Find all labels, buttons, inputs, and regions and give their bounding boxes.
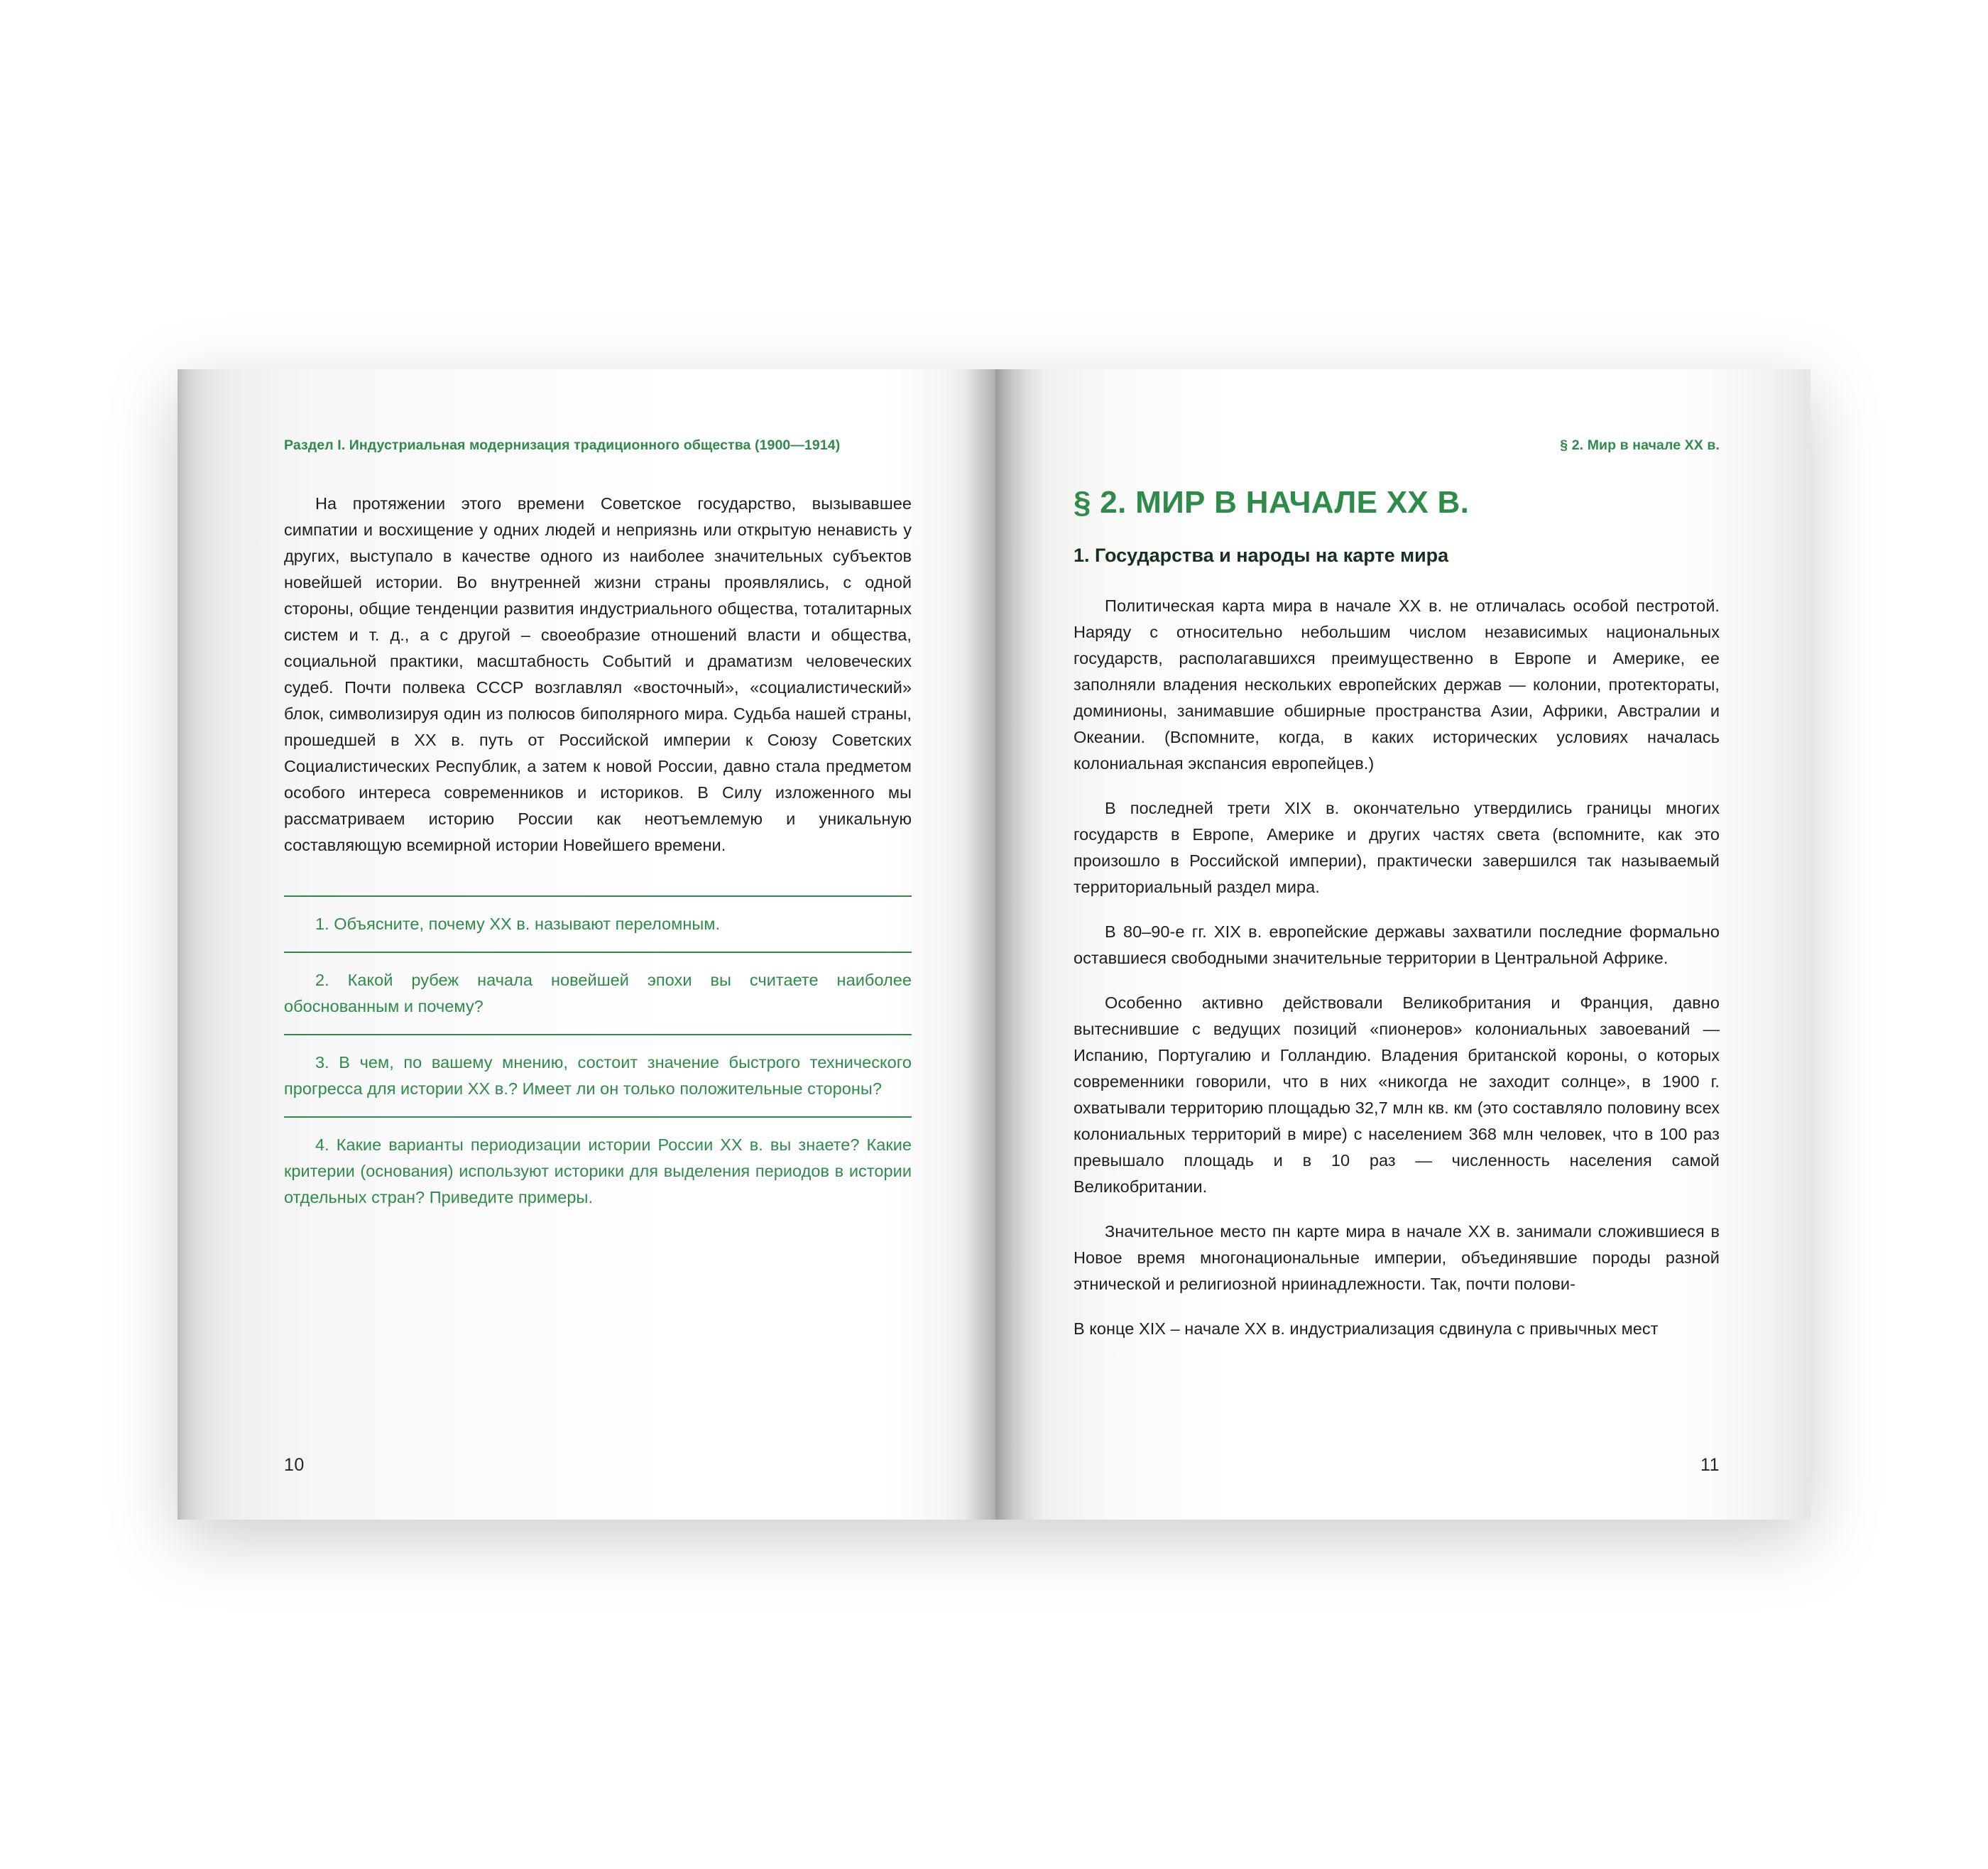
right-body-text xyxy=(1074,593,1720,1342)
left-running-head: Раздел I. Индустриальная модернизация традиционного общества (1900—1914) xyxy=(284,437,841,453)
right-page xyxy=(995,369,1810,1520)
question-text: 3. В чем, по вашему мнению, состоит значение быстрого технического прогресса для истории ХХ в.? Имеет ли он только положительные стороны? xyxy=(284,1053,912,1098)
question-item xyxy=(284,952,912,1034)
question-item xyxy=(284,1116,912,1225)
question-text: 1. Объясните, почему ХХ в. называют переломным. xyxy=(315,915,721,933)
page-number-left: 10 xyxy=(284,1455,305,1475)
questions-list xyxy=(284,895,912,1225)
question-text: 4. Какие варианты периодизации истории России ХХ в. вы знаете? Какие критерии (основания) используют историки для выделения периодов в истории отдельных стран? Приведите примеры. xyxy=(284,1135,912,1206)
paragraph: Особенно активно действовали Великобритания и Франция, давно вытеснившие с ведущих позиций «пионеров» колониальных завоеваний — Испанию, Португалию и Голландию. Владения британской короны, о которых современники говорили, что в них «никогда не заходит солнце», в 1900 г. охватывали территорию площадью 32,7 млн кв. км (это составляло половину всех колониальных территорий в мире) с населением 368 млн человек, что в 100 раз превышало площадь и в 10 раз — численность населения самой Великобритании. xyxy=(1074,993,1720,1196)
right-running-head: § 2. Мир в начале ХХ в. xyxy=(1560,437,1720,453)
paragraph: В последней трети XIX в. окончательно утвердились границы многих государств в Европе, Америке и других частях света (вспомните, как это произошло в Российской империи), практически завершился так называемый территориальный раздел мира. xyxy=(1074,798,1720,896)
paragraph: Значительное место пн карте мира в начале ХХ в. занимали сложившиеся в Новое время многонациональные империи, объединявшие породы разной этнической и религиозной нриинадлежности. Так, почти полови- xyxy=(1074,1221,1720,1293)
question-text: 2. Какой рубеж начала новейшей эпохи вы считаете наиболее обоснованным и почему? xyxy=(284,971,912,1015)
question-item xyxy=(284,1034,912,1116)
book-spread xyxy=(178,369,1810,1520)
paragraph: Политическая карта мира в начале ХХ в. не отличалась особой пестротой. Наряду с относительно небольшим числом независимых национальных государств, располагавшихся преимущественно в Европе и Америке, ее заполняли владения нескольких европейских держав — колонии, протектораты, доминионы, занимавшие обширные пространства Азии, Африки, Австралии и Океании. (Вспомните, когда, в каких исторических условиях началась колониальная экспансия европейцев.) xyxy=(1074,596,1720,773)
question-item xyxy=(284,895,912,952)
page-title: § 2. МИР В НАЧАЛЕ ХХ В. xyxy=(1074,485,1470,520)
left-body-text xyxy=(284,491,912,859)
page-number-right: 11 xyxy=(1700,1455,1720,1475)
paragraph: В 80–90-е гг. XIX в. европейские державы захватили последние формально оставшиеся свободными значительные территории в Центральной Африке. xyxy=(1074,922,1720,967)
left-page xyxy=(178,369,995,1520)
paragraph: На протяжении этого времени Советское государство, вызывавшее симпатии и восхищение у одних людей и неприязнь или открытую ненависть у других, выступало в качестве одного из наиболее значительных субъектов новейшей истории. Во внутренней жизни страны проявлялись, с одной стороны, общие тенденции развития индустриального общества, тоталитарных систем и т. д., а с другой – своеобразие отношений власти и общества, социальной практики, масштабность Событий и драматизм человеческих судеб. Почти полвека СССР возглавлял «восточный», «социалистический» блок, символизируя один из полюсов биполярного мира. Судьба нашей страны, прошедшей в ХХ в. путь от Российской империи к Союзу Советских Социалистических Республик, а затем к новой России, давно стала предметом особого интереса современников и историков. В Силу изложенного мы рассматриваем историю России как неотъемлемую и уникальную составляющую всемирной истории Новейшего времени. xyxy=(284,494,912,854)
left-page-content xyxy=(284,437,912,1470)
right-page-content xyxy=(1074,437,1720,1470)
paragraph: В конце XIX – начале ХХ в. индустриализация сдвинула с привычных мест xyxy=(1074,1319,1659,1338)
section-title: 1. Государства и народы на карте мира xyxy=(1074,545,1449,567)
